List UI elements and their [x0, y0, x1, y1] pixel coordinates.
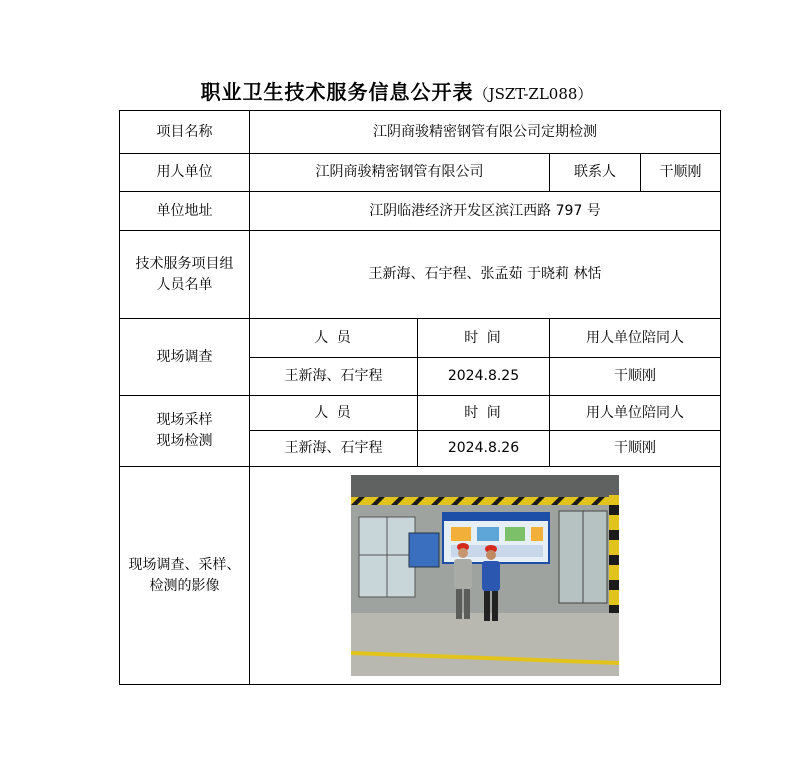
sampling-header-person: 人 员 — [250, 396, 418, 431]
sampling-header-escort: 用人单位陪同人 — [550, 396, 721, 431]
contact-value: 干顺刚 — [641, 154, 721, 192]
site-photo — [351, 475, 619, 676]
sampling-label-text: 现场采样现场检测 — [156, 412, 213, 449]
contact-label: 联系人 — [550, 154, 641, 192]
project-value: 江阴商骏精密钢管有限公司定期检测 — [250, 111, 721, 154]
hazard-stripe — [351, 497, 619, 505]
images-label-text: 现场调查、采样、检测的影像 — [128, 556, 241, 594]
employer-label: 用人单位 — [120, 154, 250, 192]
document-title-bar — [0, 76, 793, 105]
address-label: 单位地址 — [120, 192, 250, 231]
survey-person: 王新海、石宇程 — [250, 358, 418, 396]
team-value: 王新海、石宇程、张孟茹 于晓莉 林恬 — [250, 231, 721, 319]
photo-floor — [351, 613, 619, 676]
images-row — [120, 467, 721, 685]
sampling-header-time: 时 间 — [418, 396, 550, 431]
sampling-header-row — [120, 396, 721, 431]
team-label — [120, 231, 250, 319]
employer-value: 江阴商骏精密钢管有限公司 — [250, 154, 550, 192]
address-row — [120, 192, 721, 231]
poster — [409, 533, 439, 567]
employer-row — [120, 154, 721, 192]
team-label-text: 技术服务项目组人员名单 — [135, 255, 234, 293]
survey-header-person: 人 员 — [250, 319, 418, 358]
project-label: 项目名称 — [120, 111, 250, 154]
survey-date: 2024.8.25 — [418, 358, 550, 396]
images-label — [120, 467, 250, 685]
survey-header-escort: 用人单位陪同人 — [550, 319, 721, 358]
sampling-person: 王新海、石宇程 — [250, 431, 418, 467]
sampling-label — [120, 396, 250, 467]
sampling-date: 2024.8.26 — [418, 431, 550, 467]
address-value: 江阴临港经济开发区滨江西路 797 号 — [250, 192, 721, 231]
document-title: 职业卫生技术服务信息公开表 — [200, 80, 474, 104]
project-row — [120, 111, 721, 154]
survey-escort: 干顺刚 — [550, 358, 721, 396]
survey-label: 现场调查 — [120, 319, 250, 396]
survey-header-row — [120, 319, 721, 358]
survey-header-time: 时 间 — [418, 319, 550, 358]
document-code: （JSZT-ZL088） — [473, 85, 593, 103]
photo-cell — [250, 467, 721, 685]
info-table — [119, 110, 721, 685]
sampling-escort: 干顺刚 — [550, 431, 721, 467]
team-row — [120, 231, 721, 319]
